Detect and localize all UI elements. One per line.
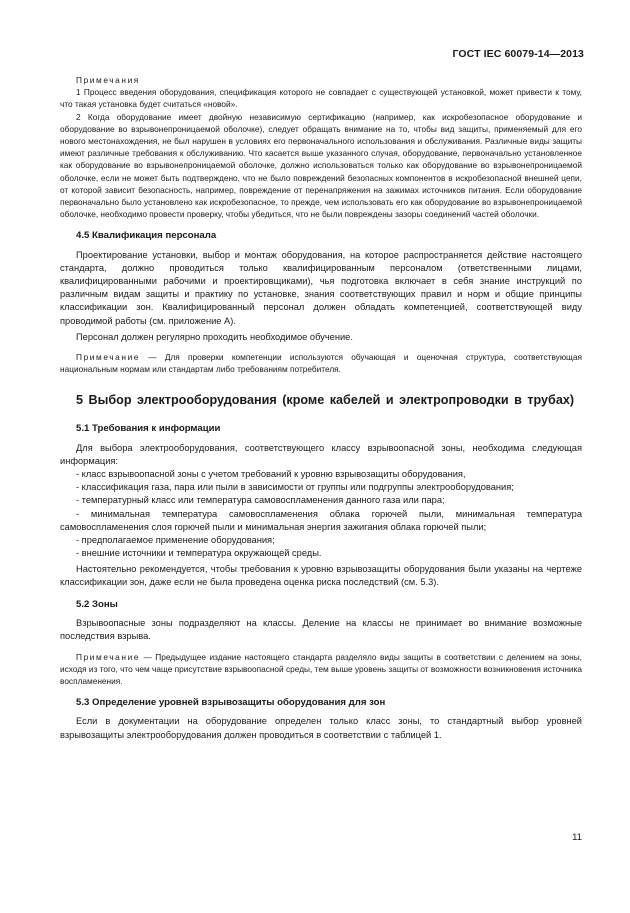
list-item: - температурный класс или температура самовоспламенения данного газа или пара;	[76, 495, 445, 506]
page-content	[60, 74, 582, 742]
note-text: — Предыдущее издание настоящего стандарта разделяло виды защиты в соответствии с делением на зоны, исходя из того, что чем чаще присутствие взрывоопасной среды, тем выше уровень защиты от возможности возникновения источника воспламенения.	[60, 651, 582, 686]
list-item: - внешние источники и температура окружающей среды.	[76, 548, 322, 559]
notes-block	[60, 74, 582, 220]
paragraph-5-1-intro: Для выбора электрооборудования, соответствующего классу взрывоопасной зоны, необходима следующая информация:	[60, 442, 582, 466]
paragraph-4-5-1: Проектирование установки, выбор и монтаж оборудования, на которое распространяется действие настоящего стандарта, должно проводиться только квалифицированным персоналом (ответственными лицами, квалифицированными рабочими и проектировщиками), чья подготовка включает в себя знание инструкций по различным видам защиты и практику по установке, знания соответствующих правил и норм и общие принципы классификации зон. Квалифицированный персонал должен обладать компетенцией, соответствующей виду проводимой работы (см. приложение А).	[60, 249, 582, 326]
note-text: — Для проверки компетенции используются обучающая и оценочная структура, соответствующая национальным нормам или стандартам либо требованиям потребителя.	[60, 352, 582, 375]
note-4-5	[60, 351, 582, 375]
paragraph-4-5-2: Персонал должен регулярно проходить необходимое обучение.	[76, 331, 353, 342]
note-item-1: 1 Процесс введения оборудования, спецификация которого не совпадает с существующей установкой, может привести к тому, что такая установка будет считаться «новой».	[60, 87, 582, 110]
heading-5: 5 Выбор электрооборудования (кроме кабелей и электропроводки в трубах)	[76, 393, 575, 408]
notes-title: Примечания	[76, 75, 140, 85]
paragraph-5-2: Взрывоопасные зоны подразделяют на классы. Деление на классы не принимает во внимание возможные последствия взрыва.	[60, 618, 582, 642]
list-item: - класс взрывоопасной зоны с учетом требований к уровню взрывозащиты оборудования,	[76, 469, 466, 480]
list-item: - минимальная температура самовоспламенения облака горючей пыли, минимальная температура самовоспламенения слоя горючей пыли и минимальная энергия зажигания облака горючей пыли;	[60, 508, 582, 532]
heading-4-5: 4.5 Квалификация персонала	[76, 230, 217, 242]
note-label: Примечание	[76, 651, 141, 662]
note-label: Примечание	[76, 352, 141, 363]
page-number: 11	[572, 832, 582, 843]
heading-5-1: 5.1 Требования к информации	[76, 423, 221, 435]
standard-code: ГОСТ IEC 60079-14—2013	[452, 48, 584, 60]
list-item: - предполагаемое применение оборудования;	[76, 535, 275, 546]
note-item-2: 2 Когда оборудование имеет двойную независимую сертификацию (например, как искробезопасное оборудование и оборудование во взрывонепроницаемой оболочке), следует обращать внимание на то, чтобы вид защиты, применяемый для его нового местонахождения, не был нарушен в условиях его первоначального использования и обслуживания. Различные виды защиты имеют различные требования к обслуживанию. Что касается выше указанного случая, оборудование, первоначально установленное как оборудование во взрывонепроницаемой оболочке, должно использоваться только как оборудование во взрывонепроницаемой оболочке, если не может быть подтверждено, что не было повреждений безопасных компонентов в искробезопасной внешней цепи, от которой зависит безопасность, например, повреждение от перенапряжения на зажимах источников питания. Если оборудование первоначально было установлено как искробезопасное, то прежде, чем использовать его как оборудование во взрывонепроницаемой оболочке, необходимо провести проверку, чтобы убедиться, что не были повреждены зазоры соединений частей оболочки.	[60, 111, 582, 220]
paragraph-5-3: Если в документации на оборудование определен только класс зоны, то стандартный выбор уровней взрывозащиты электрооборудования должен проводиться в соответствии с таблицей 1.	[60, 716, 582, 740]
requirements-list	[60, 468, 582, 560]
list-item: - классификация газа, пара или пыли в зависимости от группы или подгруппы электрооборудования;	[76, 482, 514, 493]
heading-5-2: 5.2 Зоны	[76, 598, 118, 610]
heading-5-3: 5.3 Определение уровней взрывозащиты оборудования для зон	[76, 697, 386, 709]
paragraph-5-1-recommendation: Настоятельно рекомендуется, чтобы требования к уровню взрывозащиты оборудования были указаны на чертеже классификации зон, даже если не была проведена оценка риска последствий (см. 5.3).	[60, 563, 582, 587]
note-5-2	[60, 651, 582, 688]
